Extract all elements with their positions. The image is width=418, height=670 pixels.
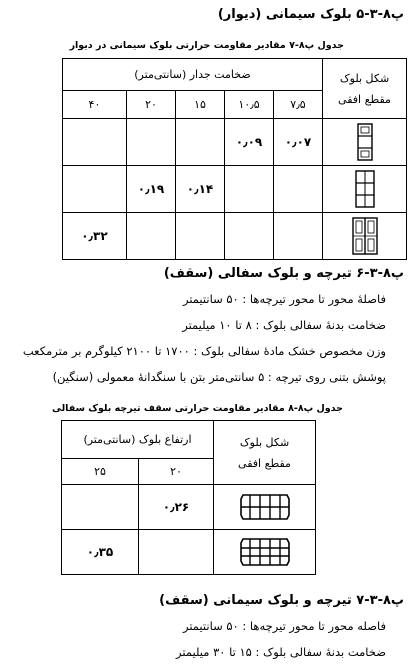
cell-value: ۰٫۱۹ (127, 166, 176, 213)
table-row (62, 530, 316, 575)
spec-line: فاصله محور تا محور تیرچه‌ها : ۵۰ سانتیمتر (182, 619, 386, 633)
clay-block-2row-icon (240, 493, 290, 521)
table-row (62, 166, 406, 213)
col-header: ۲۰ (127, 91, 176, 119)
shape-cell (214, 530, 316, 575)
col-header: ۲۰ (139, 459, 214, 485)
table-p8-7 (62, 58, 407, 260)
cell-value (62, 119, 126, 166)
shape-header-line2: مقطع افقی (238, 456, 291, 470)
hollow-block-2cell-icon (357, 123, 373, 161)
cell-value (139, 530, 214, 575)
section-heading-clay-joist: پ۸-۳-۶ تیرچه و بلوک سفالی (سقف) (163, 266, 404, 281)
section-heading-cement-block: پ۸-۳-۵ بلوک سیمانی (دیوار) (217, 7, 404, 22)
cell-value (274, 166, 323, 213)
spec-line: فاصلهٔ محور تا محور تیرچه‌ها : ۵۰ سانتیمتر (182, 292, 386, 306)
shape-header (323, 59, 407, 119)
cell-value (127, 119, 176, 166)
spec-line: وزن مخصوص خشک مادهٔ سفالی بلوک : ۱۷۰۰ تا ۲۱۰۰ کیلوگرم بر مترمکعب (22, 344, 386, 358)
shape-cell (323, 119, 407, 166)
spec-line: ضخامت بدنهٔ سفالی بلوک : ۸ تا ۱۰ میلیمتر (182, 318, 386, 332)
cell-value: ۰٫۲۶ (139, 485, 214, 530)
col-header: ۲۵ (62, 459, 139, 485)
table-row (62, 485, 316, 530)
col-header: ۱۰٫۵ (225, 91, 274, 119)
section-heading-cement-joist: پ۸-۳-۷ تیرچه و بلوک سیمانی (سقف) (159, 593, 404, 608)
shape-header-line1: شکل بلوک (239, 435, 290, 449)
table-row (62, 213, 406, 260)
col-header: ۷٫۵ (274, 91, 323, 119)
cell-value (127, 213, 176, 260)
cell-value (225, 213, 274, 260)
shape-cell (214, 485, 316, 530)
shape-cell (323, 166, 407, 213)
table-caption-p8-8: جدول پ۸-۸ مقادیر مقاومت حرارتی سقف تیرچه بلوک سفالی (51, 403, 343, 414)
col-header: ۴۰ (62, 91, 126, 119)
cell-value (176, 119, 225, 166)
cell-value: ۰٫۳۵ (62, 530, 139, 575)
shape-header (214, 421, 316, 485)
table-caption-p8-7: جدول پ۸-۷ مقادیر مقاومت حرارتی بلوک سیمانی در دیوار (69, 40, 344, 51)
shape-header-line1: شکل بلوک (339, 71, 390, 85)
cell-value: ۰٫۱۴ (176, 166, 225, 213)
thickness-header: ضخامت جدار (سانتی‌متر) (62, 59, 322, 91)
table-row (62, 119, 406, 166)
cell-value: ۰٫۰۷ (274, 119, 323, 166)
height-header: ارتفاع بلوک (سانتی‌متر) (62, 421, 214, 459)
hollow-block-3cell-icon (355, 170, 375, 208)
hollow-block-double-icon (352, 217, 378, 255)
cell-value (176, 213, 225, 260)
shape-cell (323, 213, 407, 260)
spec-line: ضخامت بدنهٔ سفالی بلوک : ۱۵ تا ۳۰ میلیمتر (176, 645, 386, 659)
col-header: ۱۵ (176, 91, 225, 119)
cell-value: ۰٫۰۹ (225, 119, 274, 166)
cell-value (225, 166, 274, 213)
cell-value (274, 213, 323, 260)
cell-value: ۰٫۳۲ (62, 213, 126, 260)
shape-header-line2: مقطع افقی (338, 92, 391, 106)
cell-value (62, 485, 139, 530)
clay-block-3row-icon (240, 537, 290, 567)
spec-line: پوشش بتنی روی تیرچه : ۵ سانتی‌متر بتن با سنگدانهٔ معمولی (سنگین) (52, 370, 386, 384)
table-p8-8 (61, 420, 316, 575)
cell-value (62, 166, 126, 213)
